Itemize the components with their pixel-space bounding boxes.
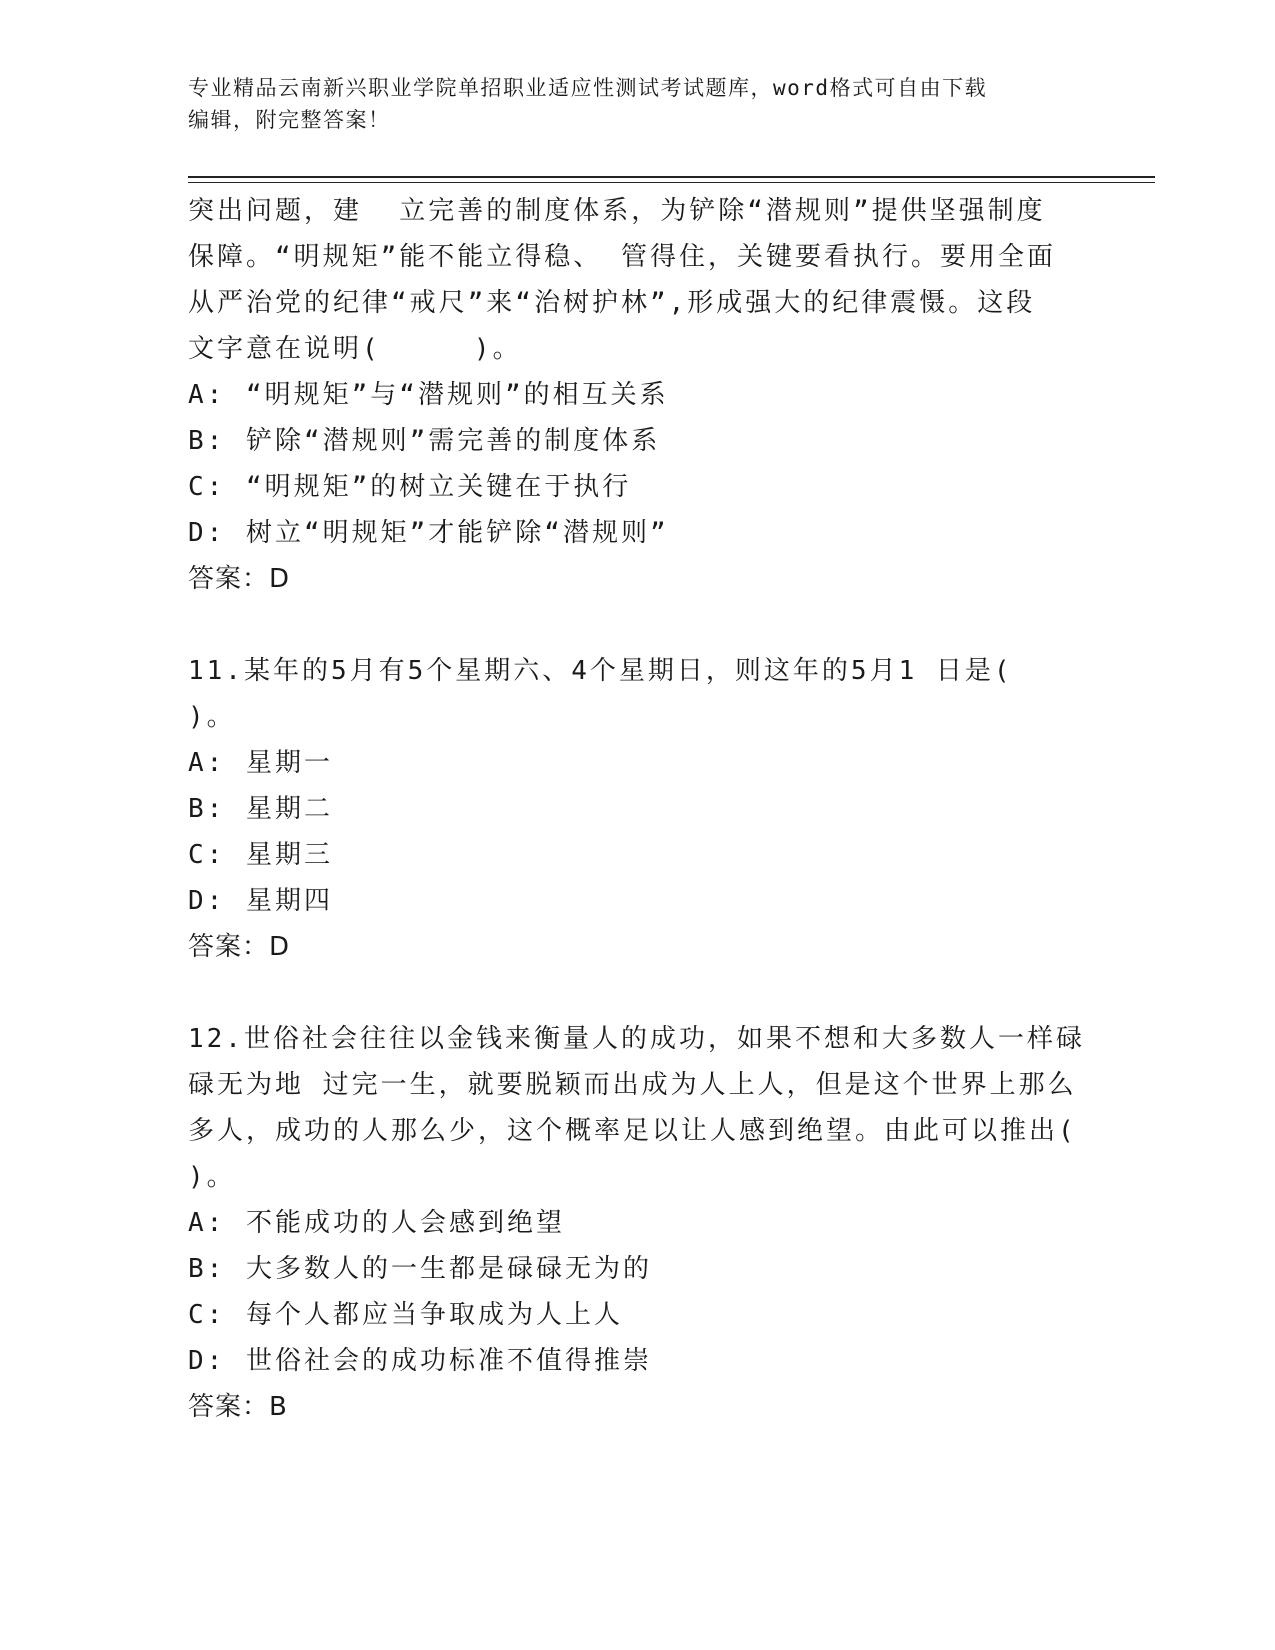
answer-line: 答案：D <box>188 932 291 962</box>
question-11 <box>188 648 1078 970</box>
option-letter: D: <box>188 518 226 548</box>
option-text: 星期三 <box>246 840 334 870</box>
question-stem-line: 12.世俗社会往往以金钱来衡量人的成功，如果不想和大多数人一样碌 <box>188 1024 1085 1054</box>
option-a <box>188 740 1078 786</box>
option-letter: B: <box>188 426 226 456</box>
option-a <box>188 372 1078 418</box>
option-text: 星期二 <box>246 794 334 824</box>
option-c <box>188 464 1078 510</box>
option-d <box>188 1338 1078 1384</box>
option-text: 每个人都应当争取成为人上人 <box>246 1300 624 1330</box>
answer-line: 答案：D <box>188 564 291 594</box>
question-12 <box>188 1016 1085 1430</box>
option-letter: C: <box>188 1300 226 1330</box>
question-10 <box>188 188 1078 602</box>
option-c <box>188 1292 1078 1338</box>
option-text: 树立“明规矩”才能铲除“潜规则” <box>246 518 669 548</box>
question-stem-line: 从严治党的纪律“戒尺”来“治树护林”,形成强大的纪律震慑。这段 <box>188 288 1036 318</box>
option-letter: D: <box>188 886 226 916</box>
question-stem-line: )。 <box>188 702 236 732</box>
header-line-2: 编辑，附完整答案！ <box>188 108 391 132</box>
header-line-1: 专业精品云南新兴职业学院单招职业适应性测试考试题库，word格式可自由下载 <box>188 76 988 100</box>
option-b <box>188 786 1078 832</box>
option-d <box>188 878 1078 924</box>
option-letter: B: <box>188 794 226 824</box>
option-letter: C: <box>188 840 226 870</box>
option-letter: A: <box>188 748 226 778</box>
spacer <box>188 970 1078 1016</box>
option-letter: B: <box>188 1254 226 1284</box>
option-text: 星期一 <box>246 748 334 778</box>
option-text: “明规矩”的树立关键在于执行 <box>246 472 632 502</box>
header-divider-thick <box>188 176 1155 178</box>
option-text: 大多数人的一生都是碌碌无为的 <box>246 1254 653 1284</box>
spacer <box>188 602 1078 648</box>
option-text: “明规矩”与“潜规则”的相互关系 <box>246 380 669 410</box>
question-stem-line: 碌无为地 过完一生，就要脱颖而出成为人上人，但是这个世界上那么 <box>188 1070 1077 1100</box>
option-a <box>188 1200 1078 1246</box>
option-text: 世俗社会的成功标准不值得推崇 <box>246 1346 653 1376</box>
question-stem-line: 保障。“明规矩”能不能立得稳、 管得住，关键要看执行。要用全面 <box>188 242 1056 272</box>
option-letter: C: <box>188 472 226 502</box>
option-letter: A: <box>188 380 226 410</box>
question-stem-line: 11.某年的5月有5个星期六、4个星期日，则这年的5月1 日是( <box>188 656 1013 686</box>
question-stem-line: 突出问题，建 立完善的制度体系，为铲除“潜规则”提供坚强制度 <box>188 196 1046 226</box>
option-text: 星期四 <box>246 886 334 916</box>
question-stem-line: 文字意在说明( )。 <box>188 334 522 364</box>
option-c <box>188 832 1078 878</box>
question-stem-line: 多人，成功的人那么少，这个概率足以让人感到绝望。由此可以推出( <box>188 1116 1077 1146</box>
document-header <box>188 72 1088 136</box>
option-letter: D: <box>188 1346 226 1376</box>
question-stem-line: )。 <box>188 1162 236 1192</box>
question-content <box>188 188 1085 1430</box>
option-text: 不能成功的人会感到绝望 <box>246 1208 566 1238</box>
option-letter: A: <box>188 1208 226 1238</box>
option-b <box>188 418 1078 464</box>
header-divider-thin <box>188 182 1155 183</box>
answer-line: 答案：B <box>188 1392 288 1422</box>
option-b <box>188 1246 1078 1292</box>
option-d <box>188 510 1078 556</box>
option-text: 铲除“潜规则”需完善的制度体系 <box>246 426 661 456</box>
